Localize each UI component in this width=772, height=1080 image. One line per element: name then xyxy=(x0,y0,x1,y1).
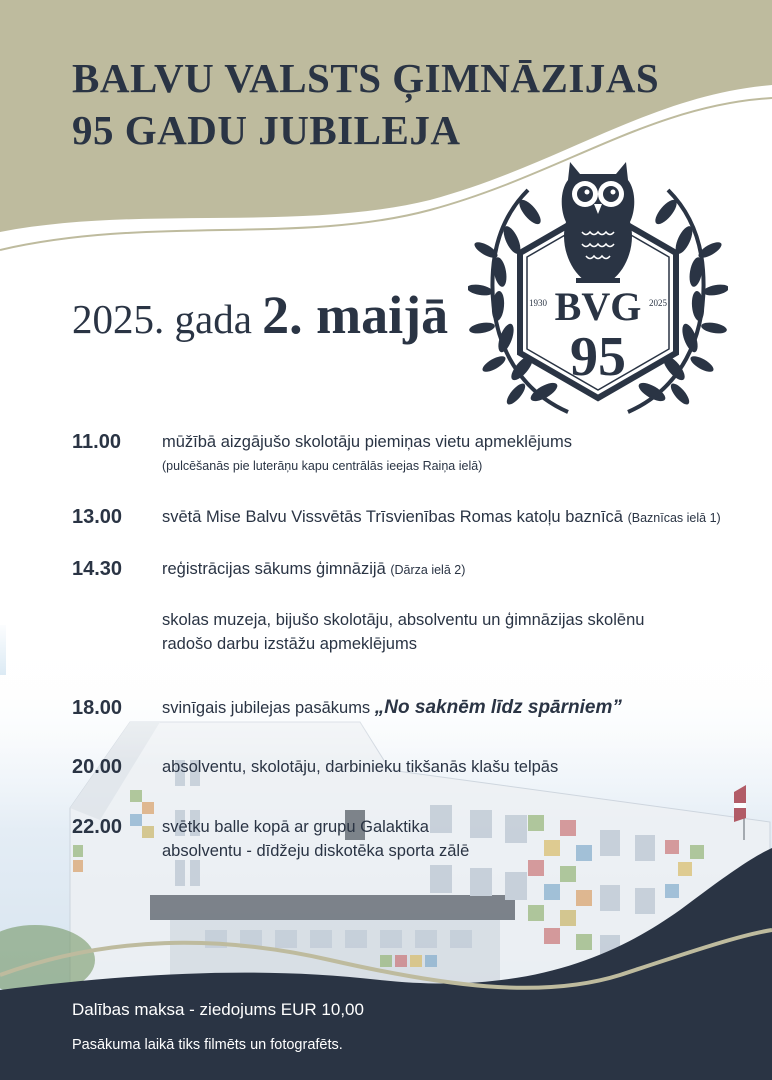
schedule-time: 20.00 xyxy=(72,756,123,778)
schedule-note: (Dārza ielā 2) xyxy=(390,563,466,577)
schedule-time: 13.00 xyxy=(72,506,123,528)
schedule-note: (pulcēšanās pie luterāņu kapu centrālās ieejas Raiņa ielā) xyxy=(162,459,483,473)
schedule-description xyxy=(162,430,752,478)
filming-notice: Pasākuma laikā tiks filmēts un fotografēts. xyxy=(72,1037,343,1053)
schedule-text: svētā Mise Balvu Vissvētās Trīsvienības Romas katoļu baznīcā xyxy=(162,508,623,526)
emblem-number: 95 xyxy=(570,326,626,388)
emblem-year-start: 1930 xyxy=(529,298,547,308)
schedule-text-line-1: skolas muzeja, bijušo skolotāju, absolventu un ģimnāzijas skolēnu xyxy=(162,611,645,629)
schedule-time: 22.00 xyxy=(72,816,123,838)
event-name-highlight: „No saknēm līdz spārniem” xyxy=(374,697,622,718)
schedule-time: 18.00 xyxy=(72,697,123,719)
participation-fee: Dalības maksa - ziedojums EUR 10,00 xyxy=(72,1000,364,1019)
schedule-description xyxy=(162,696,752,720)
schedule-text-line-2: radošo darbu izstāžu apmeklējums xyxy=(162,635,417,653)
title-line-1: BALVU VALSTS ĢIMNĀZIJAS xyxy=(72,55,660,101)
schedule-description xyxy=(162,557,752,582)
schedule-text-line-1: svētku balle kopā ar grupu Galaktika xyxy=(162,818,429,836)
schedule-text: absolventu, skolotāju, darbinieku tikšanās klašu telpās xyxy=(162,758,559,776)
schedule-description xyxy=(162,608,752,656)
date-day: 2. maijā xyxy=(262,285,449,345)
schedule-note: (Baznīcas ielā 1) xyxy=(627,511,721,525)
emblem-year-end: 2025 xyxy=(649,298,667,308)
page-title xyxy=(72,52,659,156)
event-date xyxy=(72,284,448,346)
schedule-time: 11.00 xyxy=(72,431,121,453)
schedule-description xyxy=(162,755,752,779)
title-line-2: 95 GADU JUBILEJA xyxy=(72,107,461,153)
schedule-text: mūžībā aizgājušo skolotāju piemiņas vietu apmeklējums xyxy=(162,433,572,451)
schedule-time: 14.30 xyxy=(72,558,123,580)
owl-icon xyxy=(562,162,635,283)
schedule-description xyxy=(162,815,752,863)
schedule-description xyxy=(162,505,752,530)
schedule-text: reģistrācijas sākums ģimnāzijā xyxy=(162,560,386,578)
date-prefix: 2025. gada xyxy=(72,296,263,342)
school-emblem xyxy=(468,150,728,430)
emblem-monogram: BVG xyxy=(554,284,642,329)
schedule-text: svinīgais jubilejas pasākums xyxy=(162,699,371,717)
schedule-text-line-2: absolventu - dīdžeju diskotēka sporta zālē xyxy=(162,842,470,860)
